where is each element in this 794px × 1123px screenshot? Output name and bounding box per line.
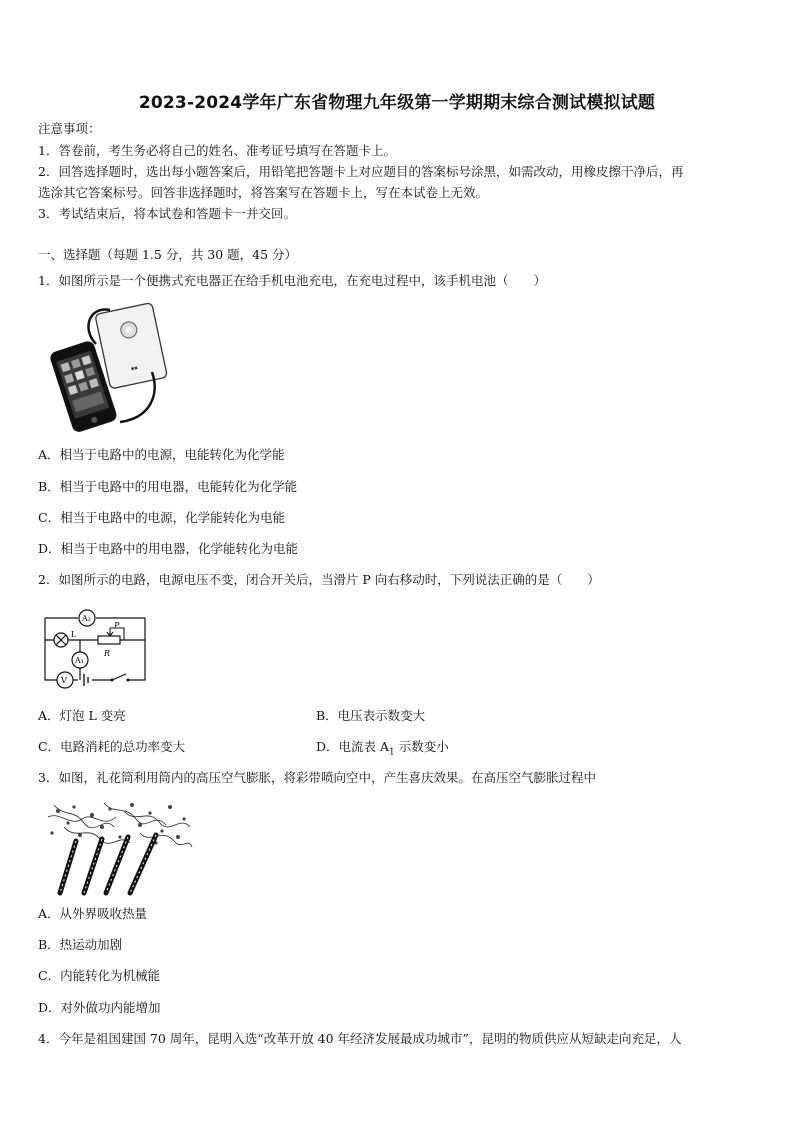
notice-item-2-cont: 选涂其它答案标号。回答非选择题时，将答案写在答题卡上，写在本试卷上无效。 [38,185,489,200]
notice-item-1: 1．答卷前，考生务必将自己的姓名、准考证号填写在答题卡上。 [38,143,396,158]
q3-stem: 3．如图，礼花筒利用筒内的高压空气膨胀，将彩带喷向空中，产生喜庆效果。在高压空气膨胀过程中 [38,770,596,785]
q1-option-c: C．相当于电路中的电源，化学能转化为电能 [38,510,286,525]
confetti-cannon-image [44,797,194,897]
circuit-diagram [40,604,152,690]
label-a2: A₂ [82,614,91,623]
svg-text:▪▪: ▪▪ [130,364,139,373]
q2-stem: 2．如图所示的电路，电源电压不变，闭合开关后，当滑片 P 向右移动时，下列说法正确的是（ ） [38,572,600,587]
label-v: V [61,676,67,685]
section-heading: 一、选择题（每题 1.5 分，共 30 题，45 分） [38,247,298,262]
notice-heading: 注意事项： [38,121,101,136]
label-a1: A₁ [75,656,84,665]
q1-stem: 1．如图所示是一个便携式充电器正在给手机电池充电，在充电过程中，该手机电池（ ） [38,273,546,288]
rheostat-r [98,636,120,644]
q1-option-b: B．相当于电路中的用电器，电能转化为化学能 [38,479,298,494]
label-r: R [104,649,111,658]
label-p: P [114,621,120,630]
page-title: 2023-2024学年广东省物理九年级第一学期期末综合测试模拟试题 [138,93,656,113]
q1-option-d: D．相当于电路中的用电器，化学能转化为电能 [38,541,299,556]
notice-item-3: 3．考试结束后，将本试卷和答题卡一并交回。 [38,206,296,221]
q1-option-a: A．相当于电路中的电源，电能转化为化学能 [38,447,285,462]
q4-stem: 4．今年是祖国建国 70 周年，昆明入选“改革开放 40 年经济发展最成功城市”，昆明的物质供应从短缺走向充足，人 [38,1031,682,1046]
q2-option-b: B．电压表示数变大 [316,708,426,723]
charger-phone-image [40,300,170,435]
q2-option-d-text: D．电流表 A [316,739,390,754]
label-l: L [71,630,77,639]
q3-option-a: A．从外界吸收热量 [38,906,148,921]
q3-option-c: C．内能转化为机械能 [38,968,161,983]
q3-option-d: D．对外做功内能增加 [38,1000,161,1015]
q2-option-c: C．电路消耗的总功率变大 [38,739,186,754]
notice-item-2: 2．回答选择题时，选出每小题答案后，用铅笔把答题卡上对应题目的答案标号涂黑，如需改动，用橡皮擦干净后，再 [38,164,684,179]
q2-option-d-subscript: 1 [389,747,395,758]
q2-option-d [316,739,449,761]
q3-option-b: B．热运动加剧 [38,937,123,952]
q2-option-a: A．灯泡 L 变亮 [38,708,126,723]
q2-option-d-text-end: 示数变小 [394,739,449,754]
